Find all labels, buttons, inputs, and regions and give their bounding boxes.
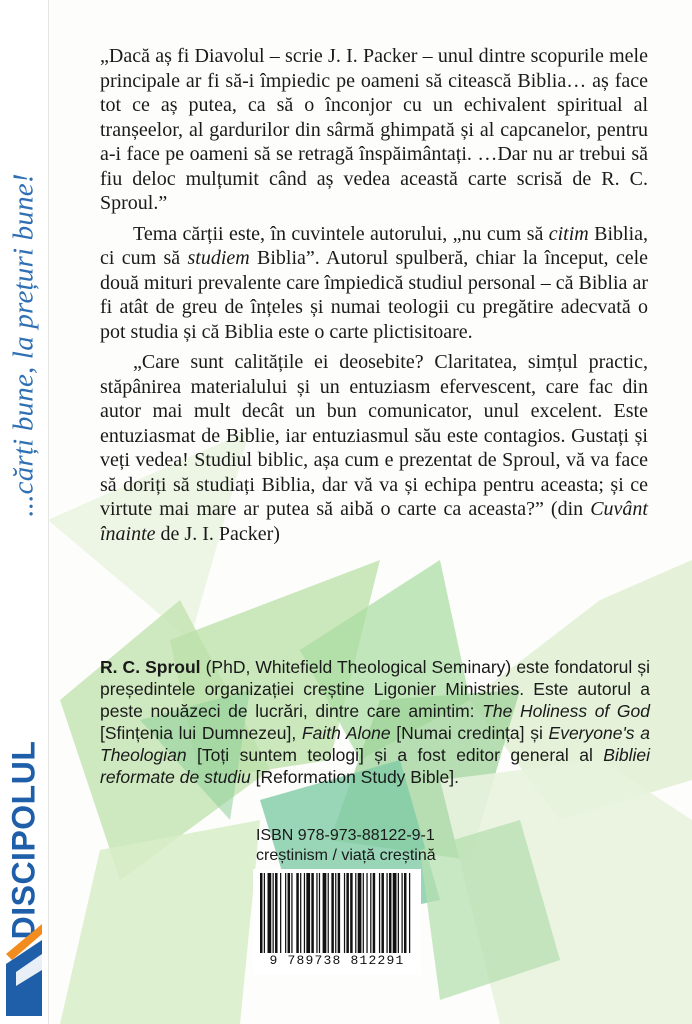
barcode-bar bbox=[381, 873, 384, 953]
endorsement-text bbox=[100, 44, 648, 546]
author-name: R. C. Sproul bbox=[100, 657, 201, 677]
barcode-bar bbox=[404, 873, 407, 953]
barcode-bar bbox=[288, 873, 291, 953]
barcode-bar bbox=[335, 873, 336, 953]
barcode-bar bbox=[316, 873, 317, 953]
barcode-bar bbox=[350, 873, 353, 953]
barcode-bar bbox=[304, 873, 305, 953]
barcode-bar bbox=[398, 873, 399, 953]
barcode-bar bbox=[363, 873, 364, 953]
theme-paragraph: Tema cărții este, în cuvintele autorului, „nu cum să citim Biblia, ci cum să studiem Biblia”. Autorul spulberă, chiar la început, cele două mituri prevalente care împiedică studiul personal – că Biblia ar fi atât de greu de înțeles și numai teologii cu pregătire adecvată o pot studia și că Biblia este o carte plictisitoare. bbox=[100, 222, 649, 343]
barcode-bar bbox=[291, 873, 292, 953]
isbn-block bbox=[256, 826, 436, 866]
barcode-bar bbox=[319, 873, 320, 953]
barcode-bar bbox=[393, 873, 397, 953]
barcode-bar bbox=[264, 873, 265, 953]
barcode-bar bbox=[300, 873, 301, 953]
barcode-bar bbox=[296, 873, 299, 953]
barcode-bar bbox=[275, 873, 278, 953]
isbn-number: ISBN 978-973-88122-9-1 bbox=[256, 827, 435, 844]
barcode-bar bbox=[306, 873, 310, 953]
barcode-bar bbox=[366, 873, 367, 953]
book-category: creștinism / viață creștină bbox=[256, 847, 436, 864]
barcode-bar bbox=[389, 873, 392, 953]
barcode-bars bbox=[259, 873, 415, 953]
barcode-bar bbox=[379, 873, 380, 953]
barcode-bar bbox=[409, 873, 410, 953]
barcode-bar bbox=[355, 873, 356, 953]
publisher-logo-mark bbox=[2, 920, 46, 1020]
barcode-bar bbox=[323, 873, 327, 953]
barcode-digits: 9 789738 812291 bbox=[269, 953, 405, 968]
author-bio: R. C. Sproul (PhD, Whitefield Theological Seminary) este fondatorul și președintele organizației creștine Ligonier Ministries. Este autorul a peste nouăzeci de lucrări, dintre care amintim: The Holiness of God [Sfințenia lui Dumnezeu], Faith Alone [Numai credința] și Everyone's a Theologian [Toți suntem teologi] și a fost editor general al Bibliei reformate de studiu [Reformation Study Bible]. bbox=[100, 657, 650, 787]
barcode-bar bbox=[268, 873, 272, 953]
publisher-name: DISCIPOLUL bbox=[5, 740, 42, 940]
barcode-bar bbox=[373, 873, 376, 953]
barcode-bar bbox=[328, 873, 329, 953]
barcode-bar bbox=[280, 873, 281, 953]
barcode-bar bbox=[311, 873, 314, 953]
qualities-paragraph: „Care sunt calitățile ei deosebite? Claritatea, simțul practic, stăpânirea materialului și un entuziasm efervescent, care fac din autor mai mult decât un bun comunicator, unul excelent. Este entuziasmat de Biblie, iar entuziasmul său este contagios. Gustați și veți vedea! Studiul biblic, așa cum e prezentat de Sproul, vă va face să doriți să studiați Biblia, dar vă va și echipa pentru aceasta; și ce virtute mai mare ar putea să aibă o carte ca aceasta?” (din Cuvânt înainte de J. I. Packer) bbox=[100, 351, 648, 545]
barcode-bar bbox=[273, 873, 274, 953]
barcode-bar bbox=[370, 873, 371, 953]
barcode bbox=[253, 869, 421, 975]
spine-strip bbox=[0, 0, 49, 1024]
barcode-bar bbox=[346, 873, 349, 953]
packer-quote: „Dacă aș fi Diavolul – scrie J. I. Packer – unul dintre scopurile mele principale ar fi să-i împiedic pe oameni să citească Biblia… aș face tot ce aș putea, ca să o înconjor cu un echivalent spiritual al tranșeelor, al gardurilor din sârmă ghimpată și al capcanelor, pentru a-i face pe oameni să se retragă înspăimântați. …Dar nu ar trebui să fiu deloc mulțumit când aș vedea această carte scrisă de R. C. Sproul.” bbox=[100, 45, 648, 214]
barcode-bar bbox=[386, 873, 387, 953]
barcode-bar bbox=[401, 873, 402, 953]
barcode-bar bbox=[285, 873, 286, 953]
barcode-bar bbox=[344, 873, 345, 953]
barcode-bar bbox=[331, 873, 334, 953]
slogan-text: ...cărți bune, la prețuri bune! bbox=[7, 173, 40, 517]
barcode-bar bbox=[338, 873, 341, 953]
barcode-bar bbox=[260, 873, 263, 953]
barcode-bar bbox=[358, 873, 362, 953]
